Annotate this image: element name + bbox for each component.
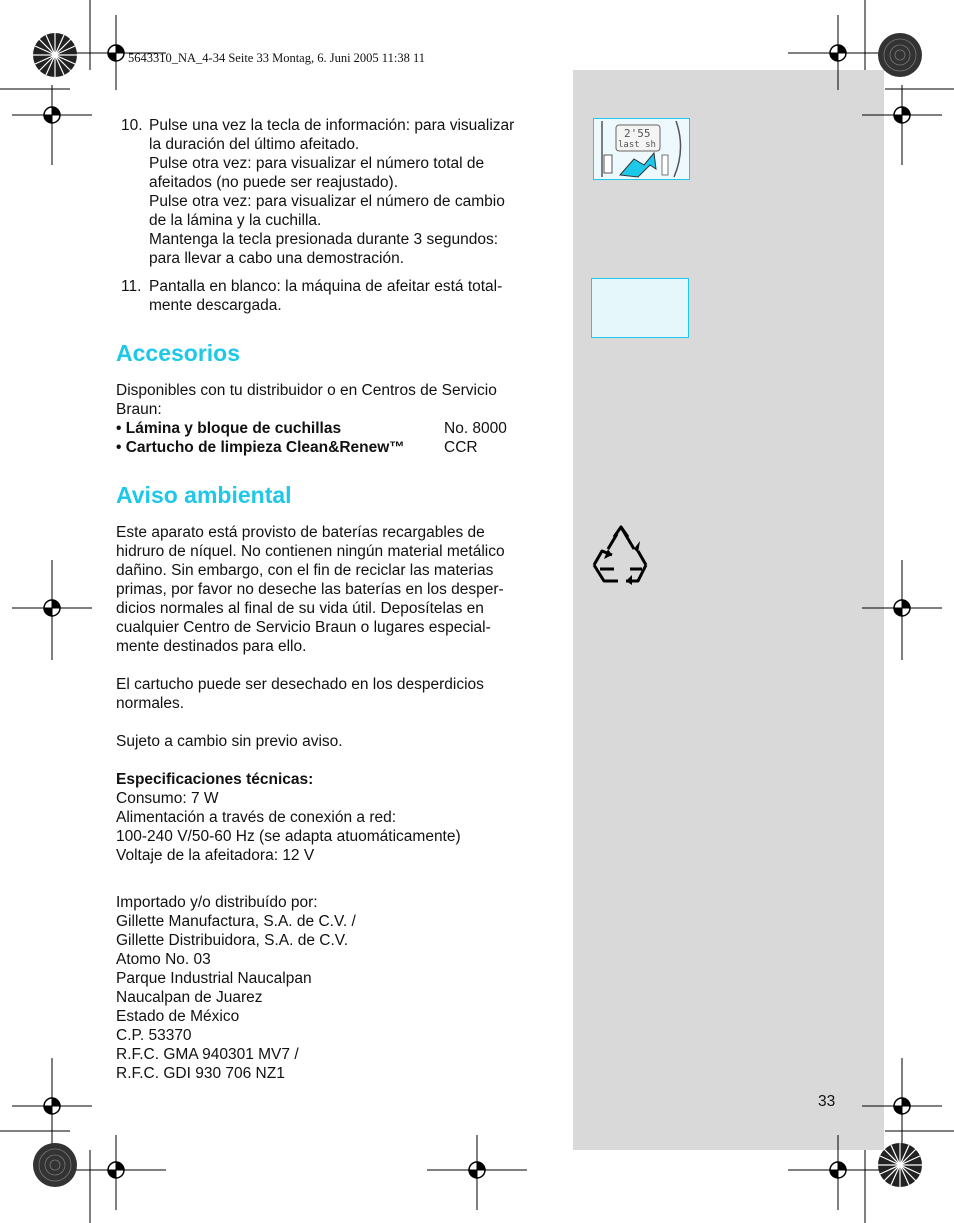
step-line: afeitados (no puede ser reajustado). bbox=[149, 174, 399, 191]
step-line: Mantenga la tecla presionada durante 3 segundos: bbox=[149, 231, 498, 248]
display-time: 2'55 bbox=[624, 127, 651, 140]
importer-line: Naucalpan de Juarez bbox=[116, 989, 263, 1006]
importer-line: Estado de México bbox=[116, 1008, 240, 1025]
accessory-name: • Lámina y bloque de cuchillas bbox=[116, 420, 342, 437]
aviso-line: mente destinados para ello. bbox=[116, 638, 307, 655]
aviso-heading: Aviso ambiental bbox=[116, 482, 292, 508]
aviso-section bbox=[116, 523, 556, 1083]
aviso-line: normales. bbox=[116, 695, 185, 712]
step-line: para llevar a cabo una demostración. bbox=[149, 250, 405, 267]
step-line: Pulse otra vez: para visualizar el número de cambio bbox=[149, 193, 505, 210]
aviso-line: dicios normales al final de su vida útil. Deposítelas en bbox=[116, 600, 484, 617]
accesorios-intro-line: Braun: bbox=[116, 401, 162, 418]
step-10 bbox=[121, 116, 551, 268]
accessory-row bbox=[116, 438, 556, 457]
importer-line: R.F.C. GDI 930 706 NZ1 bbox=[116, 1065, 285, 1082]
spec-line: Alimentación a través de conexión a red: bbox=[116, 809, 397, 826]
aviso-line: El cartucho puede ser desechado en los desperdicios bbox=[116, 676, 484, 693]
print-header: 5643310_NA_4-34 Seite 33 Montag, 6. Juni 2005 11:38 11 bbox=[128, 51, 425, 65]
shaver-display-illustration bbox=[594, 119, 689, 179]
accessory-name: • Cartucho de limpieza Clean&Renew™ bbox=[116, 439, 405, 456]
display-label: last sh bbox=[618, 140, 656, 150]
importer-line: Parque Industrial Naucalpan bbox=[116, 970, 312, 987]
aviso-line: primas, por favor no deseche las baterías en los desper- bbox=[116, 581, 504, 598]
step-line: Pantalla en blanco: la máquina de afeitar está total- bbox=[149, 278, 503, 295]
step-11 bbox=[121, 277, 551, 315]
aviso-note: Sujeto a cambio sin previo aviso. bbox=[116, 733, 343, 750]
accessory-code: CCR bbox=[444, 439, 478, 456]
spec-line: Voltaje de la afeitadora: 12 V bbox=[116, 847, 315, 864]
step-line: de la lámina y la cuchilla. bbox=[149, 212, 322, 229]
step-line: Pulse otra vez: para visualizar el número total de bbox=[149, 155, 485, 172]
accessory-code: No. 8000 bbox=[444, 420, 507, 437]
shaver-display-figure bbox=[593, 118, 690, 180]
importer-line: Gillette Distribuidora, S.A. de C.V. bbox=[116, 932, 349, 949]
step-number: 11. bbox=[121, 278, 142, 295]
step-line: la duración del último afeitado. bbox=[149, 136, 360, 153]
accesorios-section bbox=[116, 381, 556, 457]
step-line: Pulse una vez la tecla de información: para visualizar bbox=[149, 117, 515, 134]
importer-line: C.P. 53370 bbox=[116, 1027, 192, 1044]
spec-line: 100-240 V/50-60 Hz (se adapta atuomáticamente) bbox=[116, 828, 461, 845]
accessory-row bbox=[116, 419, 556, 438]
recycle-icon bbox=[590, 525, 652, 585]
accesorios-intro-line: Disponibles con tu distribuidor o en Centros de Servicio bbox=[116, 382, 497, 399]
aviso-line: dañino. Sin embargo, con el fin de reciclar las materias bbox=[116, 562, 494, 579]
aviso-line: hidruro de níquel. No contienen ningún material metálico bbox=[116, 543, 505, 560]
specs-title: Especificaciones técnicas: bbox=[116, 771, 314, 788]
importer-line: Importado y/o distribuído por: bbox=[116, 894, 318, 911]
step-number: 10. bbox=[121, 117, 143, 134]
importer-line: Atomo No. 03 bbox=[116, 951, 211, 968]
importer-line: R.F.C. GMA 940301 MV7 / bbox=[116, 1046, 299, 1063]
aviso-line: cualquier Centro de Servicio Braun o lugares especial- bbox=[116, 619, 491, 636]
importer-line: Gillette Manufactura, S.A. de C.V. / bbox=[116, 913, 356, 930]
page-number: 33 bbox=[818, 1093, 836, 1110]
step-line: mente descargada. bbox=[149, 297, 282, 314]
blank-display-figure bbox=[591, 278, 689, 338]
accesorios-heading: Accesorios bbox=[116, 340, 241, 366]
spec-line: Consumo: 7 W bbox=[116, 790, 219, 807]
aviso-line: Este aparato está provisto de baterías recargables de bbox=[116, 524, 485, 541]
